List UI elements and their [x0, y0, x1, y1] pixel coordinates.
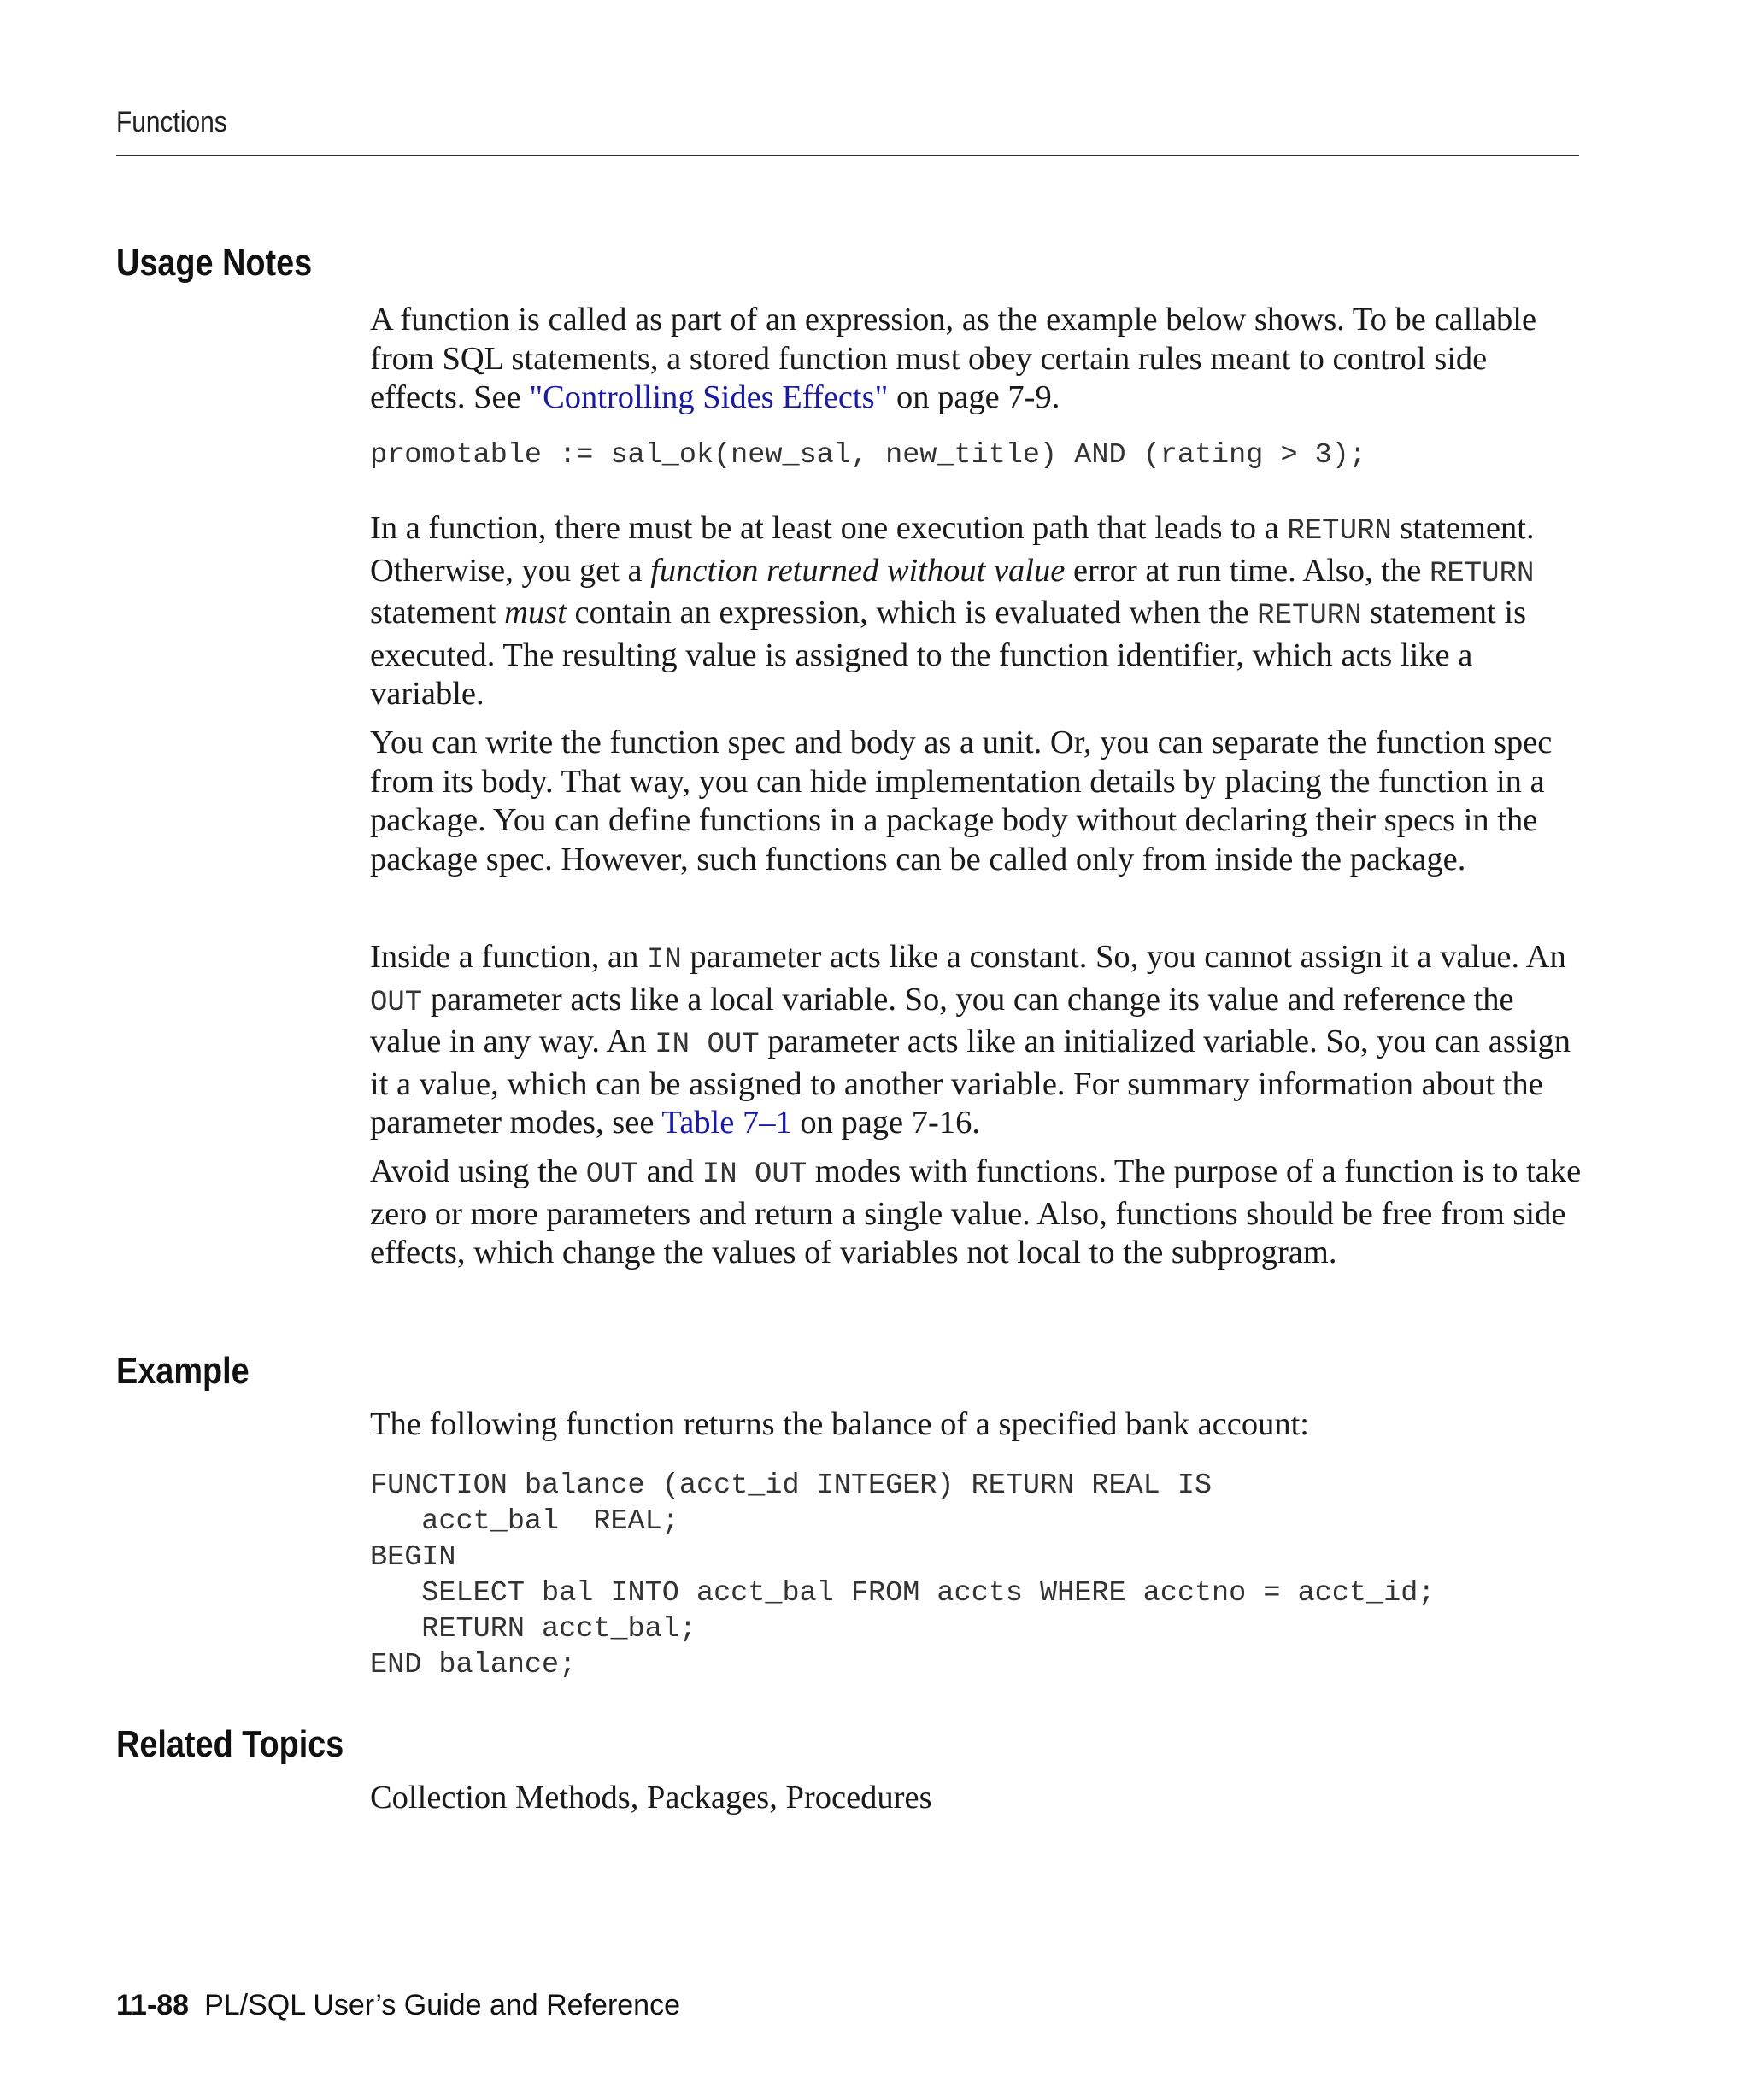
- p2-code-return-3: RETURN: [1257, 600, 1362, 632]
- code-snippet-promotable: promotable := sal_ok(new_sal, new_title) AND (rating > 3);: [370, 439, 1366, 472]
- p4-t1: Inside a function, an: [370, 939, 647, 975]
- running-header: Functions: [116, 106, 227, 138]
- p4-code-in-out: IN OUT: [655, 1029, 760, 1061]
- usage-notes-heading: Usage Notes: [116, 242, 313, 284]
- p4-t5: on page 7-16.: [791, 1105, 980, 1141]
- example-intro: The following function returns the balance of a specified bank account:: [370, 1406, 1309, 1442]
- book-title: PL/SQL User’s Guide and Reference: [204, 1989, 680, 2021]
- p4-t2: parameter acts like a constant. So, you cannot assign it a value. An: [681, 939, 1566, 975]
- p5-t1: Avoid using the: [370, 1153, 586, 1189]
- example-heading: Example: [116, 1350, 250, 1392]
- p5-code-in-out: IN OUT: [702, 1159, 807, 1191]
- p4-t4: parameter acts like an initialized variable. So, you can assign it a value, which can be assigned to another variable. For summary information about the parameter modes, see: [370, 1024, 1571, 1141]
- p1-text-after: on page 7-9.: [888, 379, 1060, 415]
- p2-t5: contain an expression, which is evaluated when the: [566, 595, 1258, 631]
- p2-emphasis-must: must: [504, 595, 567, 631]
- p4-code-out: OUT: [370, 986, 423, 1019]
- usage-notes-paragraph-1: [370, 301, 1583, 418]
- p4-t3: parameter acts like a local variable. So, you can change its value and reference the value in any way. An: [370, 981, 1514, 1059]
- p2-t6: statement is executed. The resulting value is assigned to the function identifier, which acts like a variable.: [370, 595, 1527, 712]
- p4-code-in: IN: [646, 944, 682, 977]
- controlling-side-effects-link[interactable]: "Controlling Sides Effects": [529, 379, 889, 415]
- table-7-1-link[interactable]: Table 7–1: [661, 1105, 792, 1141]
- p2-t1: In a function, there must be at least one execution path that leads to a: [370, 510, 1288, 546]
- header-rule: [116, 155, 1579, 156]
- code-example-balance: FUNCTION balance (acct_id INTEGER) RETURN REAL IS acct_bal REAL; BEGIN SELECT bal INTO acct_bal FROM accts WHERE acctno = acct_id; RETURN acct_bal; END balance;: [370, 1469, 1436, 1681]
- p2-code-return-2: RETURN: [1429, 557, 1535, 590]
- page-number: 11-88: [116, 1989, 190, 2021]
- page-footer: [116, 1989, 680, 2022]
- related-topics-heading: Related Topics: [116, 1723, 344, 1765]
- usage-notes-paragraph-4: [370, 938, 1583, 1143]
- p5-code-out: OUT: [585, 1159, 638, 1191]
- p5-t2: and: [637, 1153, 702, 1189]
- p2-emphasis-error: function returned without value: [650, 552, 1066, 589]
- p2-t2: statement. Otherwise, you get a: [370, 510, 1535, 589]
- usage-notes-paragraph-3: You can write the function spec and body as a unit. Or, you can separate the function spec from its body. That way, you can hide implementation details by placing the function in a package. You can define functions in a package body without declaring their specs in the package spec. However, such functions can be called only from inside the package.: [370, 724, 1553, 877]
- p2-t3: error at run time. Also, the: [1065, 552, 1430, 589]
- p5-t3: modes with functions. The purpose of a function is to take zero or more parameters and return a single value. Also, functions should be free from side effects, which change the values of variables not local to the subprogram.: [370, 1153, 1582, 1270]
- p2-code-return-1: RETURN: [1287, 515, 1392, 548]
- usage-notes-paragraph-5: [370, 1153, 1583, 1273]
- usage-notes-paragraph-2: [370, 509, 1583, 714]
- p1-text: A function is called as part of an expression, as the example below shows. To be callable from SQL statements, a stored function must obey certain rules meant to control side effects. See: [370, 302, 1537, 415]
- p2-t4: statement: [370, 595, 505, 631]
- related-topics-list: Collection Methods, Packages, Procedures: [370, 1780, 932, 1816]
